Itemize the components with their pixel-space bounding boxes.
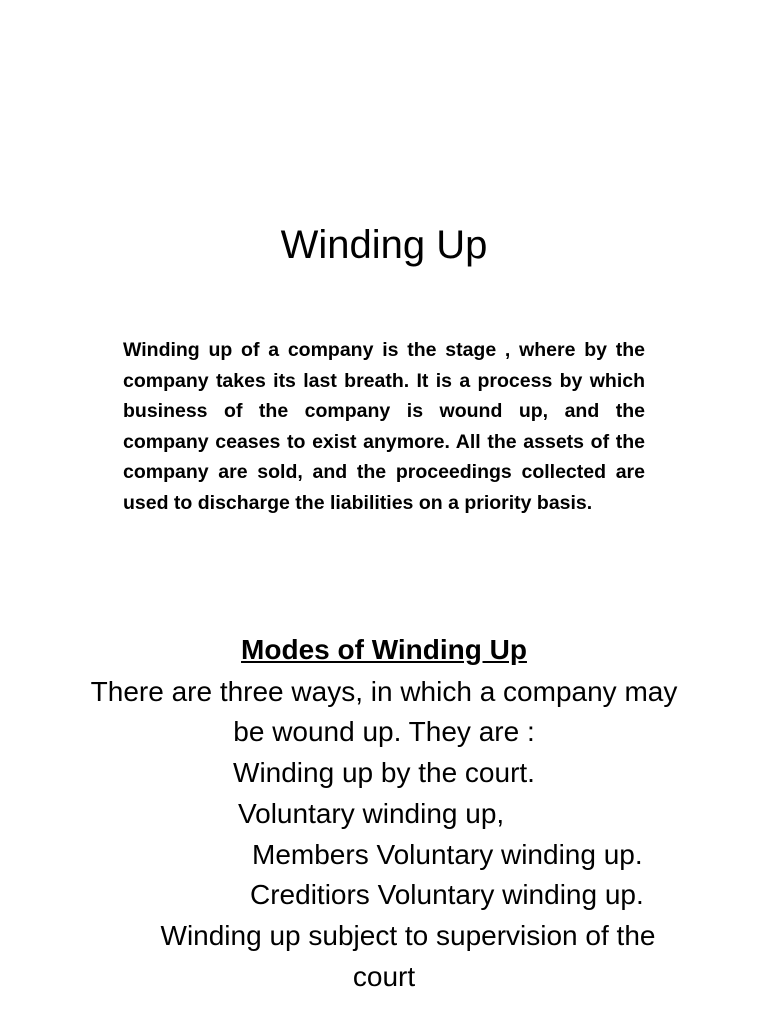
mode-supervision-line-2: court	[352, 961, 416, 992]
modes-heading: Modes of Winding Up	[241, 634, 527, 665]
mode-court: Winding up by the court.	[233, 757, 535, 788]
mode-voluntary: Voluntary winding up,	[238, 798, 505, 829]
mode-supervision-line-1: Winding up subject to supervision of the	[160, 920, 656, 951]
intro-paragraph: Winding up of a company is the stage , where by the company takes its last breath. It is a process by which business of the company is wound up, and the company ceases to exist anymore. All the assets of the company are sold, and the proceedings collected are used to discharge the liabilities on a priority basis.	[123, 339, 645, 514]
modes-intro-line-2: be wound up. They are :	[233, 716, 535, 747]
mode-members-voluntary: Members Voluntary winding up.	[252, 839, 643, 870]
modes-intro-line-1: There are three ways, in which a company may	[90, 676, 678, 707]
mode-creditors-voluntary: Creditiors Voluntary winding up.	[250, 879, 644, 910]
page-title: Winding Up	[280, 223, 488, 267]
